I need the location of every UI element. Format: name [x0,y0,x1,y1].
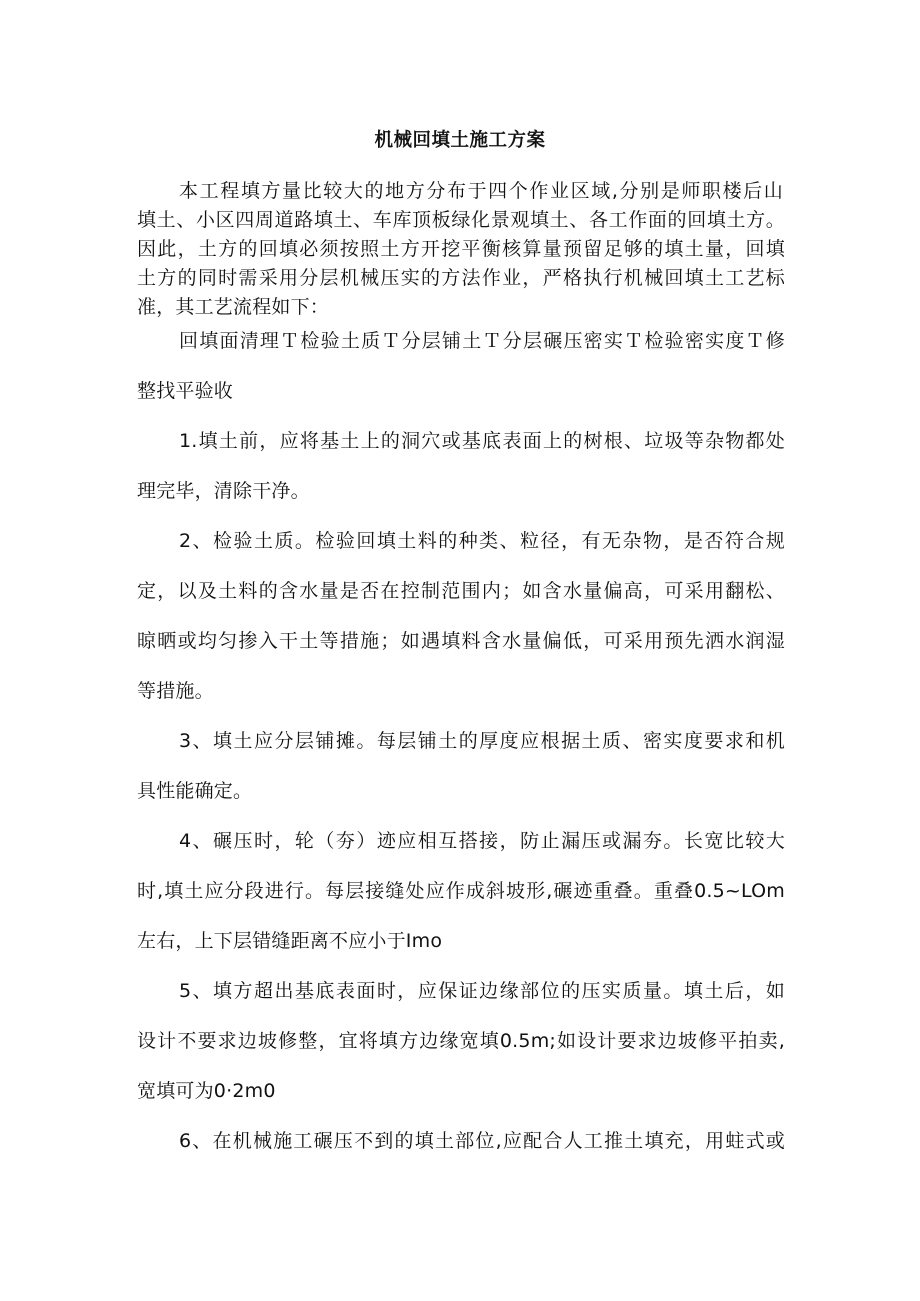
item-2-line-4: 等措施。 [137,680,214,702]
item-4-line-1: 4、碾压时，轮（夯）迹应相互搭接，防止漏压或漏夯。长宽比较大 [179,830,785,852]
item-1-line-2: 理完毕，清除干净。 [137,480,310,502]
item-1-line-1: 1.填土前，应将基土上的洞穴或基底表面上的树根、垃圾等杂物都处 [179,430,785,452]
process-flow-line-1: 回填面清理Ｔ检验土质Ｔ分层铺土Ｔ分层碾压密实Ｔ检验密实度Ｔ修 [179,330,785,352]
item-5-line-1: 5、填方超出基底表面时，应保证边缘部位的压实质量。填土后，如 [179,980,785,1002]
item-5-line-3: 宽填可为0·2m0 [137,1080,276,1102]
item-2-line-1: 2、检验土质。检验回填土料的种类、粒径，有无杂物，是否符合规 [179,530,785,552]
item-4-line-2: 时,填土应分段进行。每层接缝处应作成斜坡形,碾迹重叠。重叠0.5~LOm [137,880,785,902]
item-2-line-2: 定，以及土料的含水量是否在控制范围内；如含水量偏高，可采用翻松、 [137,580,785,602]
item-4-line-3: 左右，上下层错缝距离不应小于Imo [137,930,443,952]
process-flow-line-2: 整找平验收 [137,380,234,402]
intro-line-5: 准，其工艺流程如下： [137,296,330,318]
intro-line-3: 因此，土方的回填必须按照土方开挖平衡核算量预留足够的填土量，回填 [137,238,785,260]
intro-line-1: 本工程填方量比较大的地方分布于四个作业区域,分别是师职楼后山 [179,180,783,202]
item-6-line-1: 6、在机械施工碾压不到的填土部位,应配合人工推土填充，用蛀式或 [179,1130,785,1152]
item-5-line-2: 设计不要求边坡修整，宜将填方边缘宽填0.5m;如设计要求边坡修平拍卖, [137,1030,785,1052]
intro-line-2: 填土、小区四周道路填土、车库顶板绿化景观填土、各工作面的回填土方。 [137,209,785,231]
intro-line-4: 土方的同时需采用分层机械压实的方法作业，严格执行机械回填土工艺标 [137,267,785,289]
document-title: 机械回填土施工方案 [374,130,546,151]
item-3-line-2: 具性能确定。 [137,780,253,802]
item-2-line-3: 晾晒或均匀掺入干土等措施；如遇填料含水量偏低，可采用预先洒水润湿 [137,630,785,652]
item-3-line-1: 3、填土应分层铺摊。每层铺土的厚度应根据土质、密实度要求和机 [179,730,785,752]
